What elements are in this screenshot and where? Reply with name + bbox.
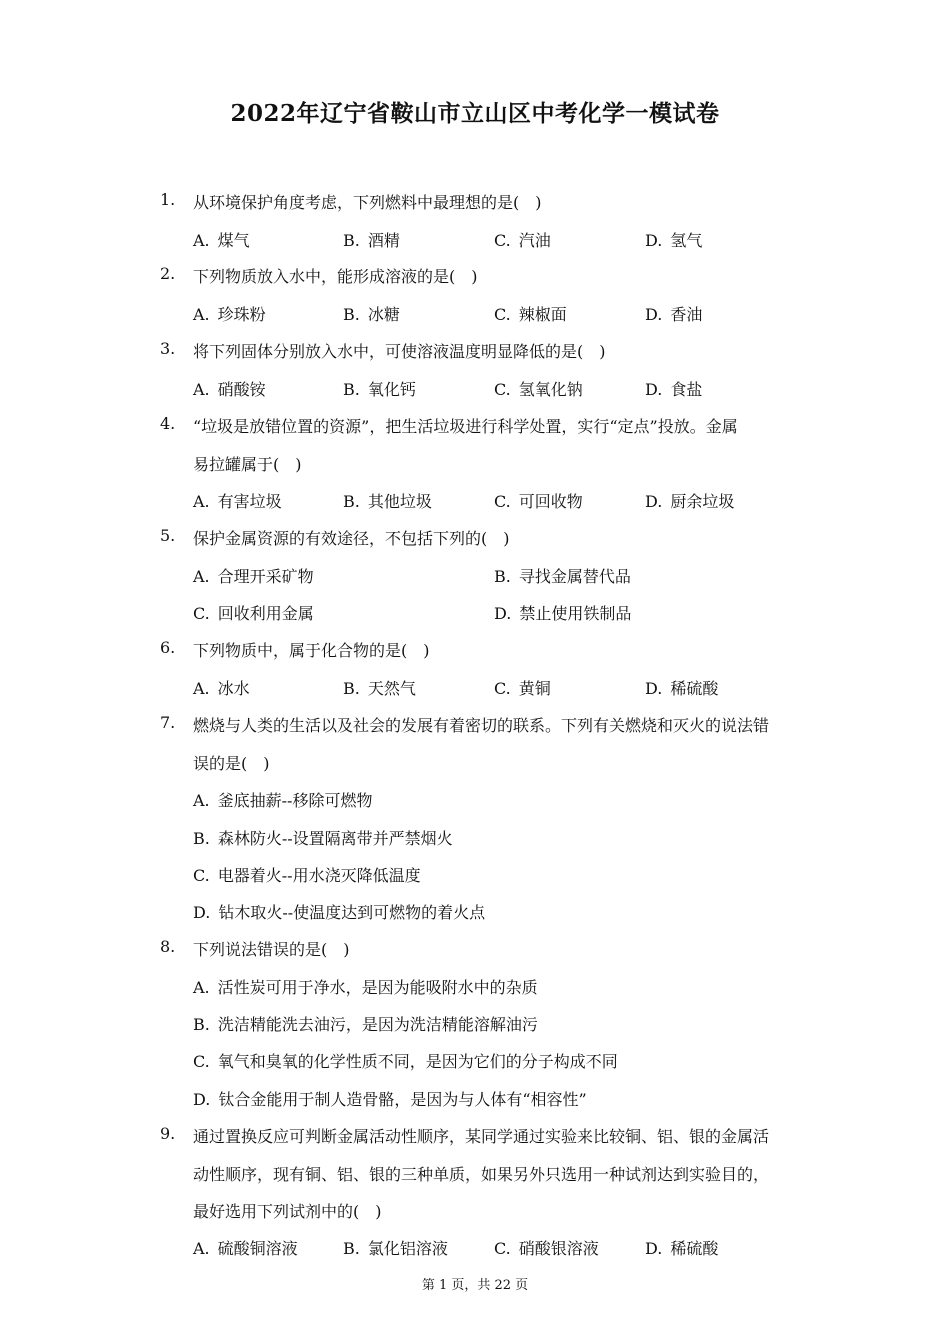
option-text: 氢气 <box>670 231 703 250</box>
option-c <box>494 1236 599 1259</box>
option-a <box>193 302 266 325</box>
option-letter: B. <box>343 231 360 250</box>
option-text: 合理开采矿物 <box>217 567 314 586</box>
option-c <box>193 1049 618 1072</box>
option-letter: B. <box>494 567 511 586</box>
option-text: 氧化钙 <box>367 380 416 399</box>
option-letter: C. <box>494 305 511 324</box>
option-a <box>193 1236 298 1259</box>
option-text: 有害垃圾 <box>217 492 282 511</box>
option-c <box>193 863 421 886</box>
option-letter: A. <box>193 492 210 511</box>
option-text: 酒精 <box>367 231 400 250</box>
option-text: 其他垃圾 <box>367 492 432 511</box>
option-d <box>645 1236 718 1259</box>
option-b <box>343 489 432 512</box>
option-letter: C. <box>494 492 511 511</box>
option-text: 寻找金属替代品 <box>518 567 631 586</box>
option-text: 硫酸铜溶液 <box>217 1239 298 1258</box>
option-text: 厨余垃圾 <box>670 492 735 511</box>
question-number: 1. <box>160 190 176 209</box>
question-stem-line: 误的是( ) <box>193 754 270 773</box>
option-d <box>494 601 631 624</box>
option-text: 冰糖 <box>367 305 400 324</box>
option-a <box>193 975 538 998</box>
option-letter: D. <box>645 231 663 250</box>
option-letter: C. <box>494 231 511 250</box>
option-text: 硝酸铵 <box>217 380 266 399</box>
option-text: 氢氧化钠 <box>518 380 583 399</box>
option-text: 稀硫酸 <box>670 1239 719 1258</box>
question-stem-line: 燃烧与人类的生活以及社会的发展有着密切的联系。下列有关燃烧和灭火的说法错 <box>193 716 770 735</box>
option-letter: D. <box>645 305 663 324</box>
option-d <box>645 489 734 512</box>
page-footer: 第 1 页，共 22 页 <box>421 1278 529 1293</box>
option-text: 煤气 <box>217 231 250 250</box>
question-number: 4. <box>160 414 176 433</box>
option-letter: B. <box>193 829 210 848</box>
option-a <box>193 676 250 699</box>
option-letter: A. <box>193 978 210 997</box>
option-letter: A. <box>193 679 210 698</box>
option-b <box>343 228 400 251</box>
option-letter: A. <box>193 1239 210 1258</box>
option-letter: D. <box>645 492 663 511</box>
option-letter: B. <box>193 1015 210 1034</box>
option-c <box>494 489 583 512</box>
question-number: 9. <box>160 1124 176 1143</box>
option-letter: C. <box>193 604 210 623</box>
option-b <box>343 676 416 699</box>
option-a <box>193 788 372 811</box>
question-stem-line: 将下列固体分别放入水中，可使溶液温度明显降低的是( ) <box>193 342 606 361</box>
option-c <box>494 377 583 400</box>
option-letter: D. <box>645 380 663 399</box>
option-letter: C. <box>193 866 210 885</box>
option-letter: A. <box>193 380 210 399</box>
option-d <box>193 900 485 923</box>
option-text: 回收利用金属 <box>217 604 314 623</box>
option-text: 冰水 <box>217 679 250 698</box>
option-letter: D. <box>645 679 663 698</box>
question-number: 2. <box>160 264 176 283</box>
option-letter: D. <box>494 604 512 623</box>
question-stem-line: “垃圾是放错位置的资源”，把生活垃圾进行科学处置，实行“定点”投放。金属 <box>193 417 738 436</box>
option-text: 钻木取火--使温度达到可燃物的着火点 <box>218 903 486 922</box>
option-text: 辣椒面 <box>518 305 567 324</box>
option-a <box>193 377 266 400</box>
option-b <box>343 1236 448 1259</box>
page-title: 2022年辽宁省鞍山市立山区中考化学一模试卷 <box>230 100 720 127</box>
option-c <box>494 302 567 325</box>
option-letter: B. <box>343 679 360 698</box>
question-stem-line: 最好选用下列试剂中的( ) <box>193 1202 382 1221</box>
option-text: 森林防火--设置隔离带并严禁烟火 <box>217 829 453 848</box>
option-letter: B. <box>343 492 360 511</box>
question-number: 3. <box>160 339 176 358</box>
option-b <box>343 377 416 400</box>
option-c <box>193 601 314 624</box>
option-text: 稀硫酸 <box>670 679 719 698</box>
option-text: 可回收物 <box>518 492 583 511</box>
question-number: 6. <box>160 638 176 657</box>
question-stem-line: 动性顺序，现有铜、铝、银的三种单质，如果另外只选用一种试剂达到实验目的， <box>193 1165 770 1184</box>
option-text: 氧气和臭氧的化学性质不同，是因为它们的分子构成不同 <box>217 1052 618 1071</box>
option-letter: A. <box>193 567 210 586</box>
option-d <box>193 1087 587 1110</box>
option-b <box>193 1012 538 1035</box>
option-d <box>645 302 702 325</box>
option-text: 钛合金能用于制人造骨骼，是因为与人体有“相容性” <box>218 1090 587 1109</box>
option-text: 汽油 <box>518 231 551 250</box>
option-letter: A. <box>193 305 210 324</box>
option-text: 食盐 <box>670 380 703 399</box>
option-b <box>343 302 400 325</box>
option-letter: D. <box>193 1090 211 1109</box>
option-c <box>494 676 551 699</box>
option-d <box>645 228 702 251</box>
question-stem-line: 从环境保护角度考虑，下列燃料中最理想的是( ) <box>193 193 542 212</box>
option-letter: A. <box>193 791 210 810</box>
option-c <box>494 228 551 251</box>
option-letter: C. <box>193 1052 210 1071</box>
option-text: 硝酸银溶液 <box>518 1239 599 1258</box>
option-a <box>193 564 314 587</box>
option-text: 香油 <box>670 305 703 324</box>
question-stem-line: 下列物质放入水中，能形成溶液的是( ) <box>193 267 478 286</box>
question-number: 7. <box>160 713 176 732</box>
option-a <box>193 489 282 512</box>
option-text: 天然气 <box>367 679 416 698</box>
option-text: 黄铜 <box>518 679 551 698</box>
option-text: 釜底抽薪--移除可燃物 <box>217 791 373 810</box>
option-letter: B. <box>343 1239 360 1258</box>
question-stem-line: 易拉罐属于( ) <box>193 455 302 474</box>
option-letter: B. <box>343 305 360 324</box>
option-d <box>645 676 718 699</box>
option-b <box>193 826 453 849</box>
option-letter: D. <box>193 903 211 922</box>
question-number: 8. <box>160 937 176 956</box>
option-letter: C. <box>494 380 511 399</box>
option-a <box>193 228 250 251</box>
option-text: 电器着火--用水浇灭降低温度 <box>217 866 421 885</box>
question-stem-line: 通过置换反应可判断金属活动性顺序，某同学通过实验来比较铜、铝、银的金属活 <box>193 1127 770 1146</box>
option-letter: C. <box>494 679 511 698</box>
question-stem-line: 保护金属资源的有效途径，不包括下列的( ) <box>193 529 510 548</box>
option-b <box>494 564 631 587</box>
question-stem-line: 下列说法错误的是( ) <box>193 940 350 959</box>
option-letter: C. <box>494 1239 511 1258</box>
option-text: 氯化铝溶液 <box>367 1239 448 1258</box>
option-d <box>645 377 702 400</box>
option-letter: D. <box>645 1239 663 1258</box>
option-text: 洗洁精能洗去油污，是因为洗洁精能溶解油污 <box>217 1015 538 1034</box>
option-text: 禁止使用铁制品 <box>519 604 632 623</box>
option-letter: A. <box>193 231 210 250</box>
question-number: 5. <box>160 526 176 545</box>
option-letter: B. <box>343 380 360 399</box>
option-text: 珍珠粉 <box>217 305 266 324</box>
option-text: 活性炭可用于净水，是因为能吸附水中的杂质 <box>217 978 538 997</box>
question-stem-line: 下列物质中，属于化合物的是( ) <box>193 641 430 660</box>
